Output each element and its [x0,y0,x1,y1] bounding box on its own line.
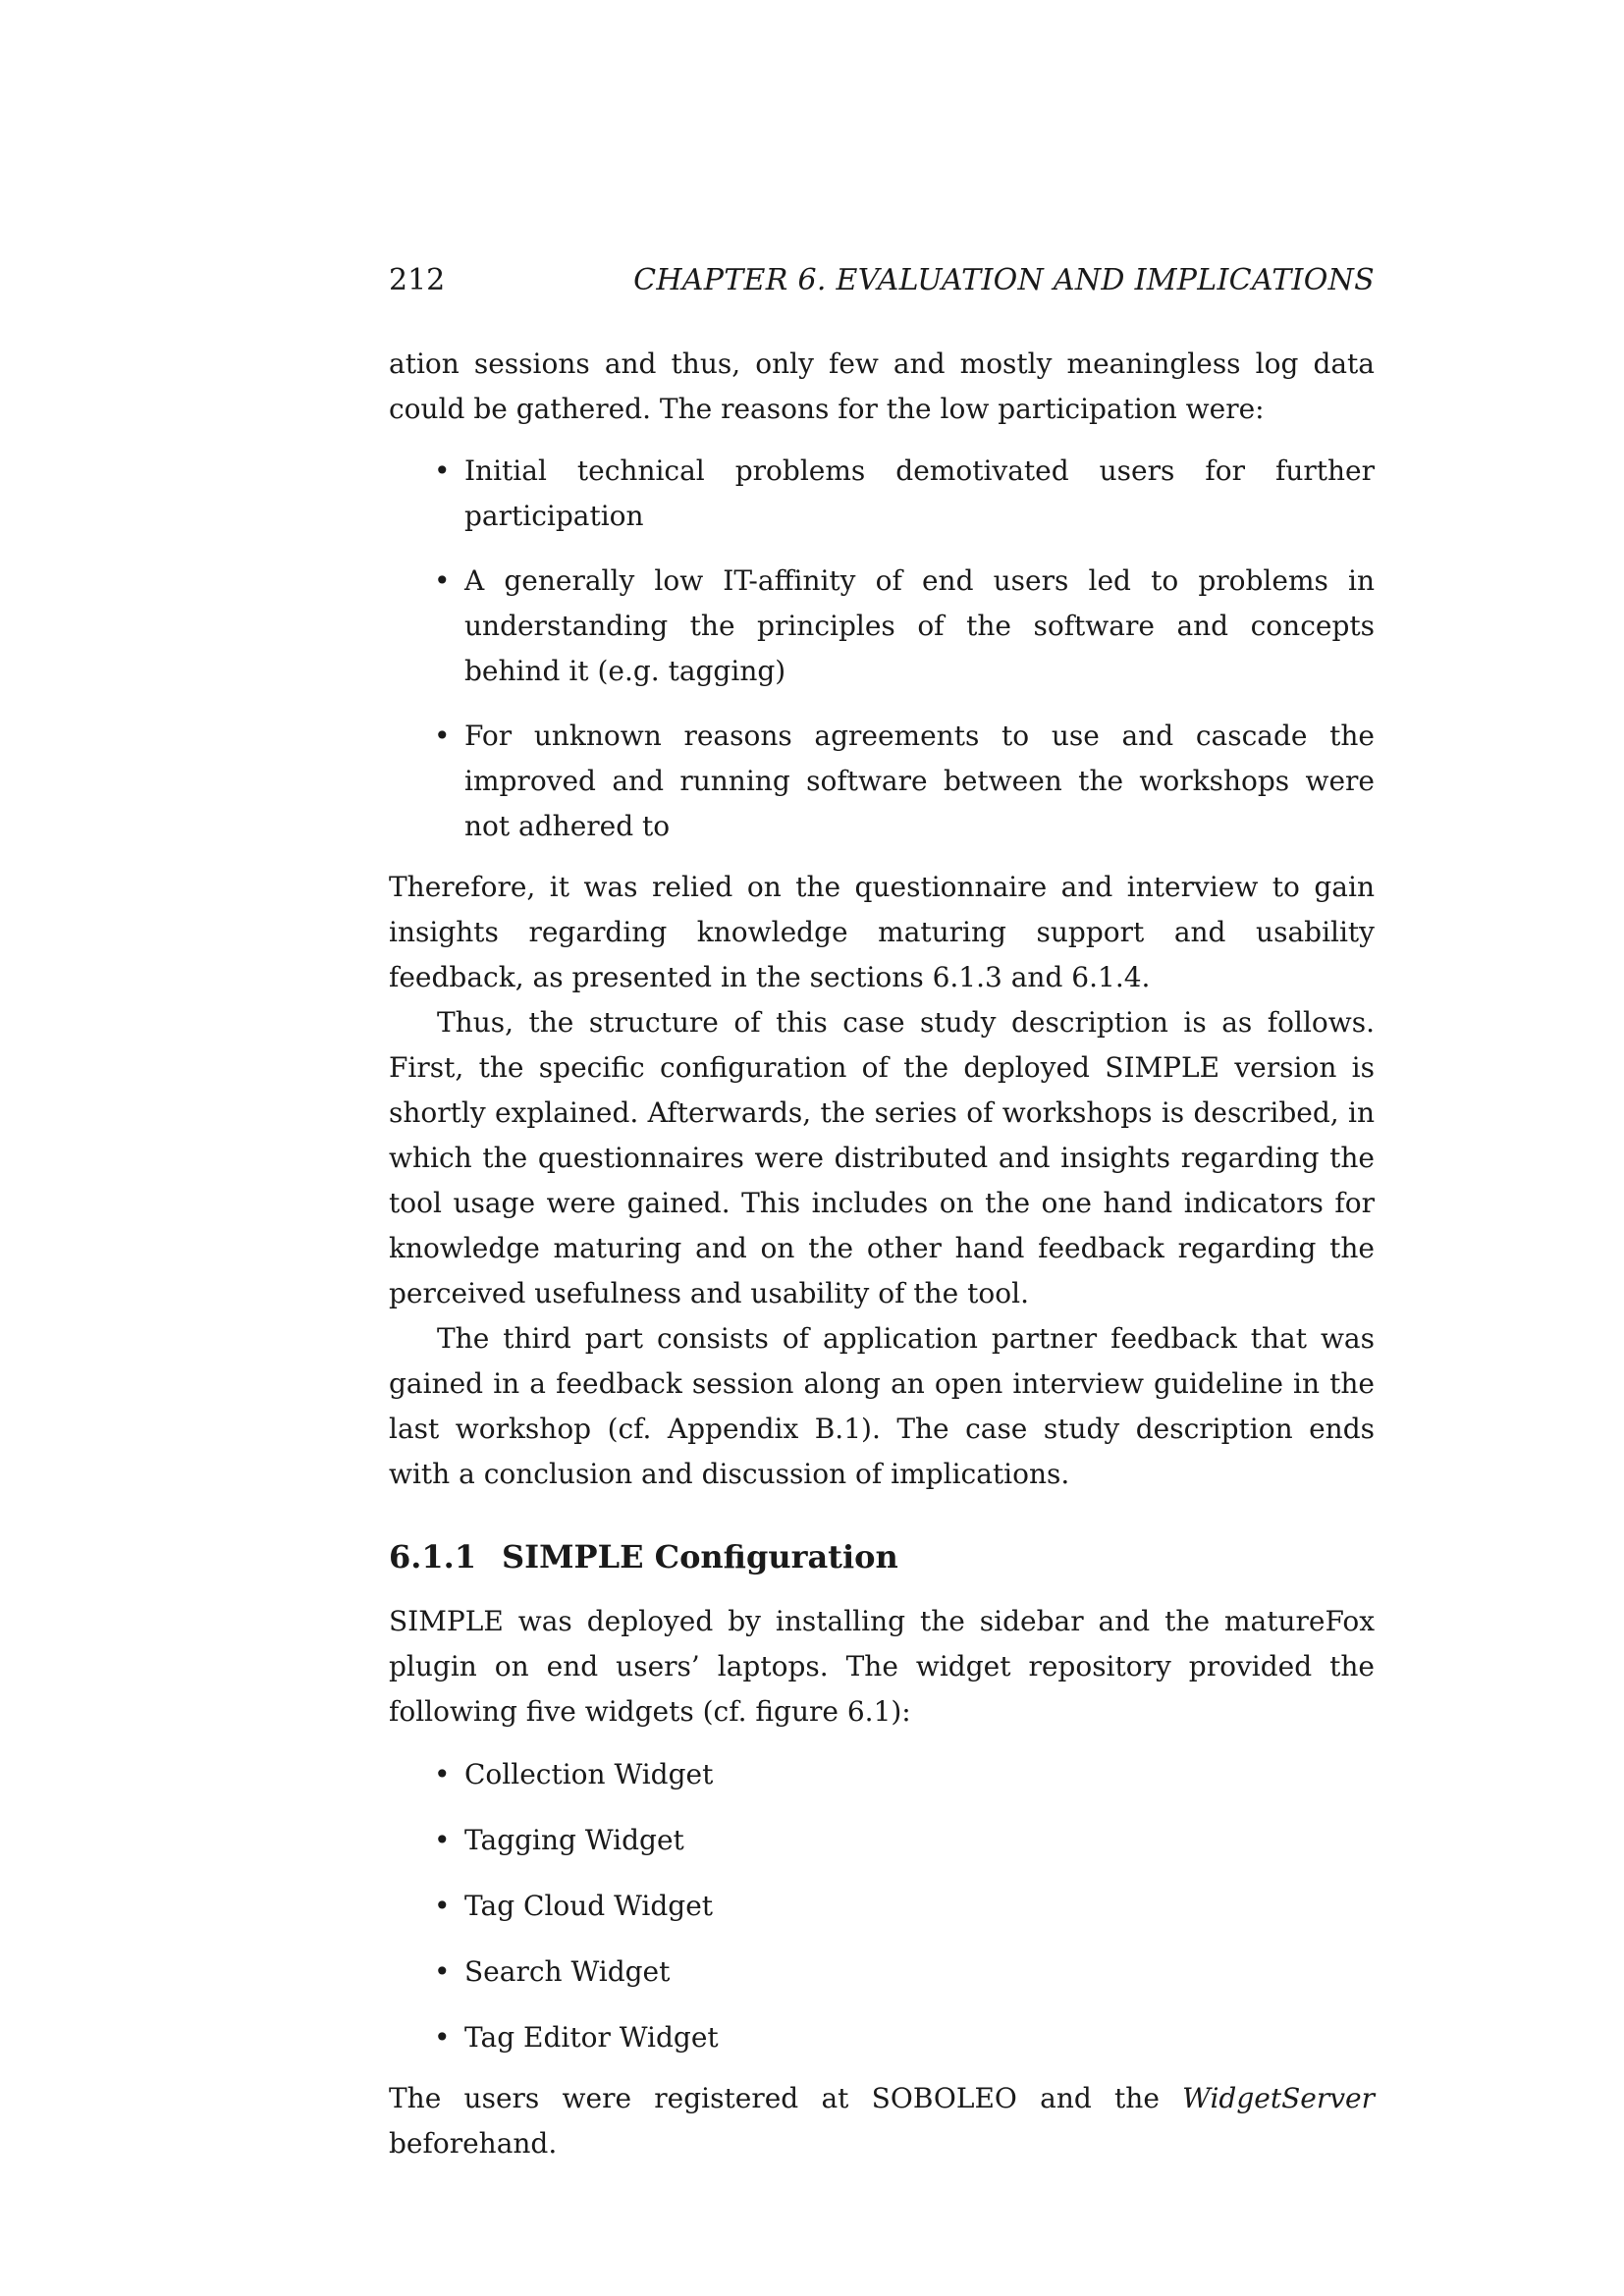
list-item-text: Collection Widget [464,1758,714,1790]
therefore-paragraph: Therefore, it was relied on the questionnaire and interview to gain insights regarding knowledge maturing support and usability feedback, as presented in the sections 6.1.3 and 6.1.4. [389,871,1375,993]
widget-server-term: WidgetServer [1182,2082,1375,2114]
widgets-list [389,1752,1375,2060]
reasons-list [389,449,1375,849]
third-part-paragraph: The third part consists of application partner feedback that was gained in a feedback session along an open interview guideline in the last workshop (cf. Appendix B.1). The case study description ends with a conclusion and discussion of implications. [389,1322,1375,1490]
final-text-after: beforehand. [389,2127,558,2160]
list-item-text: For unknown reasons agreements to use and cascade the improved and running software between the workshops were not adhered to [464,720,1375,842]
list-item-text: Tagging Widget [464,1824,684,1856]
list-item [389,1752,1375,1797]
bullet-icon: • [434,564,451,597]
final-text-before: The users were registered at SOBOLEO and the [389,2082,1183,2114]
list-item [389,1884,1375,1929]
section-title: SIMPLE Configuration [502,1538,898,1575]
list-item [389,2015,1375,2060]
list-item [389,1949,1375,1995]
list-item-text: Tag Cloud Widget [464,1890,714,1922]
list-item [389,449,1375,539]
bullet-icon: • [434,720,451,752]
page-content [389,257,1375,2166]
intro-paragraph: ation sessions and thus, only few and mostly meaningless log data could be gathered. The reasons for the low participation were: [389,347,1375,425]
list-item-text: Initial technical problems demotivated users for further participation [464,454,1375,532]
list-item-text: Tag Editor Widget [464,2021,719,2054]
page-number: 212 [389,263,446,297]
section-number: 6.1.1 [389,1538,477,1575]
list-item [389,559,1375,694]
final-paragraph [389,2076,1375,2166]
running-title: CHAPTER 6. EVALUATION AND IMPLICATIONS [633,263,1375,297]
deployment-paragraph: SIMPLE was deployed by installing the sidebar and the matureFox plugin on end users’ laptops. The widget repository provided the following five widgets (cf. figure 6.1): [389,1605,1375,1728]
structure-paragraph: Thus, the structure of this case study description is as follows. First, the specific configuration of the deployed SIMPLE version is shortly explained. Afterwards, the series of workshops is described, in which the questionnaires were distributed and insights regarding the tool usage were gained. This includes on the one hand indicators for knowledge maturing and on the other hand feedback regarding the perceived usefulness and usability of the tool. [389,1006,1375,1309]
bullet-icon: • [434,1890,451,1922]
section-heading [389,1534,1375,1579]
bullet-icon: • [434,1758,451,1790]
running-header [389,257,1375,304]
list-item [389,1818,1375,1863]
bullet-icon: • [434,454,451,487]
bullet-icon: • [434,1955,451,1988]
bullet-icon: • [434,2021,451,2054]
list-item [389,714,1375,849]
bullet-icon: • [434,1824,451,1856]
list-item-text: A generally low IT-affinity of end users led to problems in understanding the principles of the software and concepts behind it (e.g. tagging) [464,564,1375,687]
list-item-text: Search Widget [464,1955,671,1988]
